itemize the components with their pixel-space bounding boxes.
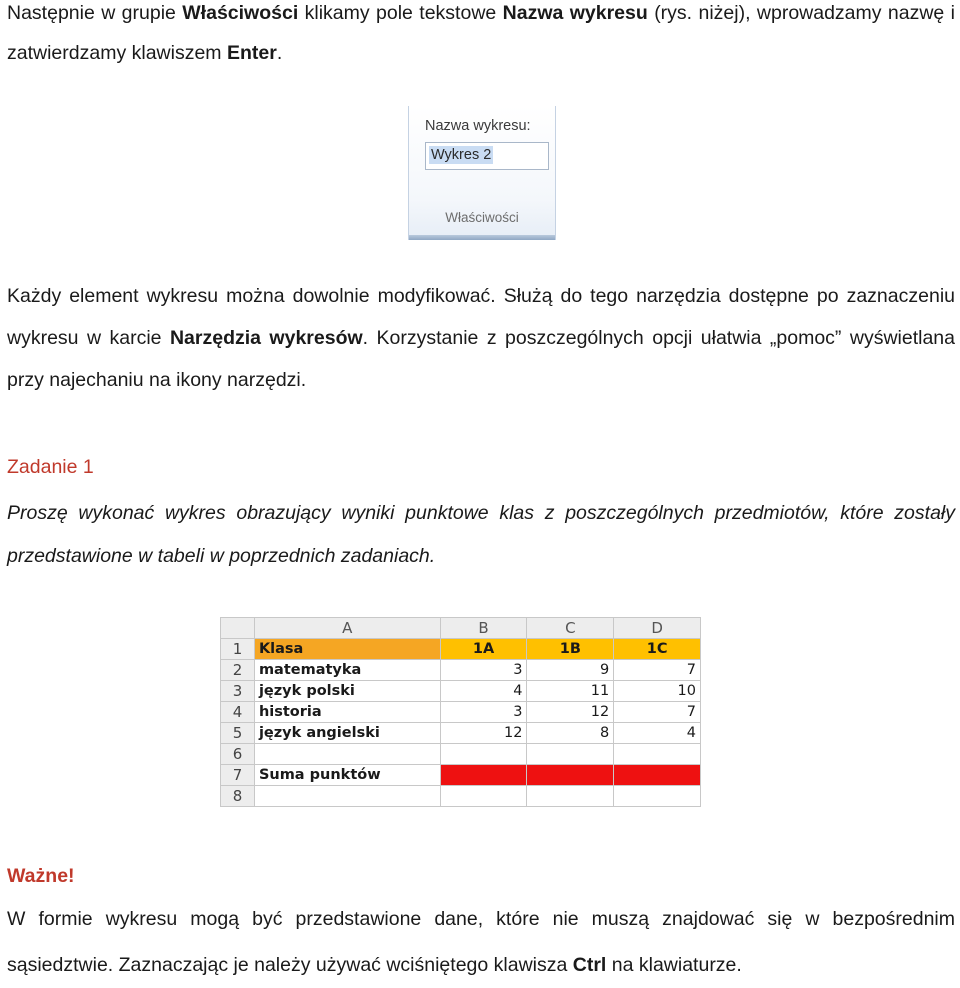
cell[interactable]: 4 xyxy=(440,681,527,702)
cell[interactable]: 3 xyxy=(440,660,527,681)
column-header-c[interactable]: C xyxy=(527,618,614,639)
cell[interactable]: język polski xyxy=(254,681,440,702)
cell[interactable] xyxy=(254,786,440,807)
cell[interactable] xyxy=(254,744,440,765)
table-row xyxy=(221,702,701,723)
cell[interactable]: matematyka xyxy=(254,660,440,681)
sum-cell[interactable] xyxy=(440,765,527,786)
cell[interactable]: 1B xyxy=(527,639,614,660)
task-paragraph: Proszę wykonać wykres obrazujący wyniki punktowe klas z poszczególnych przedmiotów, które zostały przedstawione w tabeli w poprzednich zadaniach. xyxy=(7,502,955,567)
spreadsheet-table xyxy=(220,617,701,807)
cell[interactable]: 4 xyxy=(614,723,701,744)
column-header-b[interactable]: B xyxy=(440,618,527,639)
cell[interactable]: 10 xyxy=(614,681,701,702)
cell[interactable]: język angielski xyxy=(254,723,440,744)
cell[interactable]: 9 xyxy=(527,660,614,681)
column-header-d[interactable]: D xyxy=(614,618,701,639)
intro-paragraph: Następnie w grupie Właściwości klikamy pole tekstowe Nazwa wykresu (rys. niżej), wprowadzamy nazwę i zatwierdzamy klawiszem Enter. xyxy=(7,2,956,64)
table-row xyxy=(221,744,701,765)
cell[interactable]: 7 xyxy=(614,702,701,723)
table-row xyxy=(221,786,701,807)
sum-cell[interactable] xyxy=(614,765,701,786)
table-row xyxy=(221,660,701,681)
row-number[interactable]: 4 xyxy=(221,702,255,723)
cell[interactable]: 1A xyxy=(440,639,527,660)
row-number[interactable]: 3 xyxy=(221,681,255,702)
table-row xyxy=(221,765,701,786)
cell[interactable]: 1C xyxy=(614,639,701,660)
row-number[interactable]: 2 xyxy=(221,660,255,681)
cell[interactable]: 12 xyxy=(440,723,527,744)
cell[interactable] xyxy=(440,744,527,765)
chart-name-input[interactable] xyxy=(425,142,549,170)
cell[interactable] xyxy=(614,744,701,765)
table-row xyxy=(221,723,701,744)
cell[interactable]: 11 xyxy=(527,681,614,702)
cell[interactable] xyxy=(614,786,701,807)
cell[interactable]: 12 xyxy=(527,702,614,723)
important-paragraph: W formie wykresu mogą być przedstawione dane, które nie muszą znajdować się w bezpośrednim sąsiedztwie. Zaznaczając je należy używać wciśniętego klawisza Ctrl na klawiaturze. xyxy=(7,908,955,976)
properties-group-label: Właściwości xyxy=(445,210,519,225)
cell[interactable]: Klasa xyxy=(254,639,440,660)
cell[interactable]: 3 xyxy=(440,702,527,723)
cell[interactable] xyxy=(527,744,614,765)
important-heading: Ważne! xyxy=(7,865,75,887)
ribbon-bottom-bar xyxy=(409,235,555,240)
table-row xyxy=(221,681,701,702)
cell[interactable]: Suma punktów xyxy=(254,765,440,786)
row-number[interactable]: 5 xyxy=(221,723,255,744)
sum-cell[interactable] xyxy=(527,765,614,786)
column-header-row xyxy=(221,618,701,639)
table-row xyxy=(221,639,701,660)
task-heading: Zadanie 1 xyxy=(7,456,94,478)
cell[interactable]: historia xyxy=(254,702,440,723)
chart-name-label: Nazwa wykresu: xyxy=(425,118,531,134)
cell[interactable] xyxy=(527,786,614,807)
cell[interactable]: 8 xyxy=(527,723,614,744)
ribbon-properties-group xyxy=(408,106,556,240)
row-number[interactable]: 7 xyxy=(221,765,255,786)
corner-cell[interactable] xyxy=(221,618,255,639)
row-number[interactable]: 1 xyxy=(221,639,255,660)
column-header-a[interactable]: A xyxy=(254,618,440,639)
cell[interactable] xyxy=(440,786,527,807)
chart-name-value: Wykres 2 xyxy=(431,147,492,163)
row-number[interactable]: 6 xyxy=(221,744,255,765)
modify-paragraph: Każdy element wykresu można dowolnie modyfikować. Służą do tego narzędzia dostępne po zaznaczeniu wykresu w karcie Narzędzia wykresów. Korzystanie z poszczególnych opcji ułatwia „pomoc” wyświetlana przy najechaniu na ikony narzędzi. xyxy=(7,285,956,391)
cell[interactable]: 7 xyxy=(614,660,701,681)
row-number[interactable]: 8 xyxy=(221,786,255,807)
